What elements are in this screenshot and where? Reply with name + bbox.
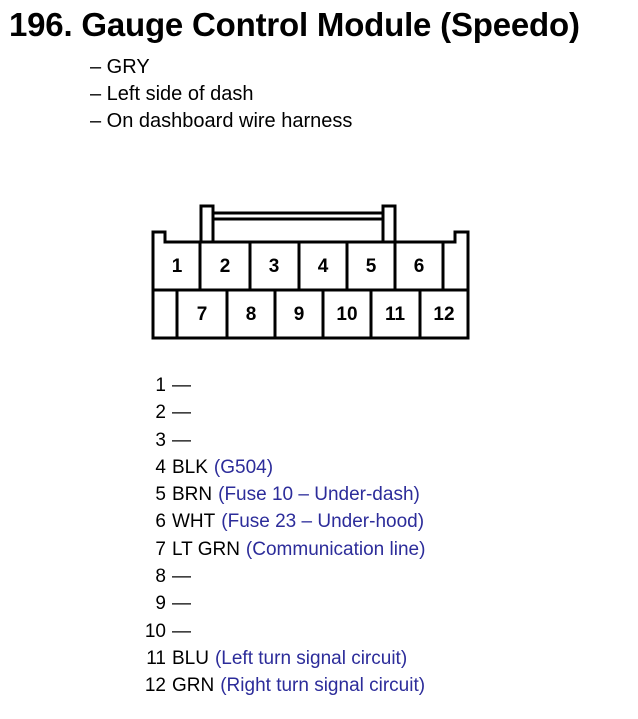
pin-unused-dash: — [172,620,191,642]
circuit-description: (Communication line) [245,538,426,560]
pin-list [144,372,425,700]
pin-number: 8 [155,566,166,588]
pin-label-4: 4 [317,256,329,277]
pin-unused-dash: — [172,566,191,588]
pin-unused-dash: — [172,429,191,451]
pin-number: 4 [155,456,166,478]
pin-label-8: 8 [245,304,257,325]
pin-label-6: 6 [413,256,425,277]
pin-row-12 [144,672,425,699]
connector-location: – Left side of dash [90,83,254,105]
pin-label-10: 10 [336,304,358,325]
wire-color: BLK [172,456,208,478]
pin-number: 3 [155,429,166,451]
pin-number: 5 [155,484,166,506]
circuit-description: (Left turn signal circuit) [214,647,408,669]
pin-row-6 [144,508,425,535]
pin-number: 11 [146,647,166,669]
pin-row-4 [144,454,425,481]
pin-label-2: 2 [219,256,231,277]
wire-color: WHT [172,511,216,533]
pin-label-3: 3 [268,256,280,277]
pin-row-2 [144,399,425,426]
pin-number: 9 [155,593,166,615]
pin-label-5: 5 [365,256,377,277]
wire-color: BRN [172,484,213,506]
pin-row-3 [144,427,425,454]
pin-label-11: 11 [384,304,406,325]
pin-row-7 [144,536,425,563]
pin-number: 7 [155,538,166,560]
pin-row-5 [144,481,425,508]
pin-row-9 [144,590,425,617]
connector-color: – GRY [90,56,150,78]
pin-label-1: 1 [171,256,183,277]
pin-row-1 [144,372,425,399]
latch-right-post [383,206,395,242]
wire-color: LT GRN [172,538,240,560]
pin-label-12: 12 [433,304,455,325]
pin-number: 10 [144,620,166,642]
connector-harness: – On dashboard wire harness [90,110,353,132]
wire-color: BLU [172,647,209,669]
circuit-description: (Fuse 23 – Under-hood) [221,511,425,533]
pin-number: 2 [155,402,166,424]
pin-number: 1 [155,375,166,396]
pin-row-8 [144,563,425,590]
pin-unused-dash: — [172,593,191,615]
pin-number: 6 [155,511,166,533]
latch-left-post [201,206,213,242]
page-title: 196. Gauge Control Module (Speedo) [9,6,580,43]
pin-number: 12 [144,675,166,697]
pin-unused-dash: — [172,375,191,396]
pin-row-10 [144,618,425,645]
circuit-description: (Fuse 10 – Under-dash) [218,484,420,506]
pin-label-7: 7 [196,304,208,325]
wire-color: GRN [172,675,215,697]
circuit-description: (G504) [213,456,274,478]
circuit-description: (Right turn signal circuit) [220,675,426,697]
pin-row-11 [144,645,425,672]
pin-label-9: 9 [293,304,305,325]
pin-unused-dash: — [172,402,191,424]
